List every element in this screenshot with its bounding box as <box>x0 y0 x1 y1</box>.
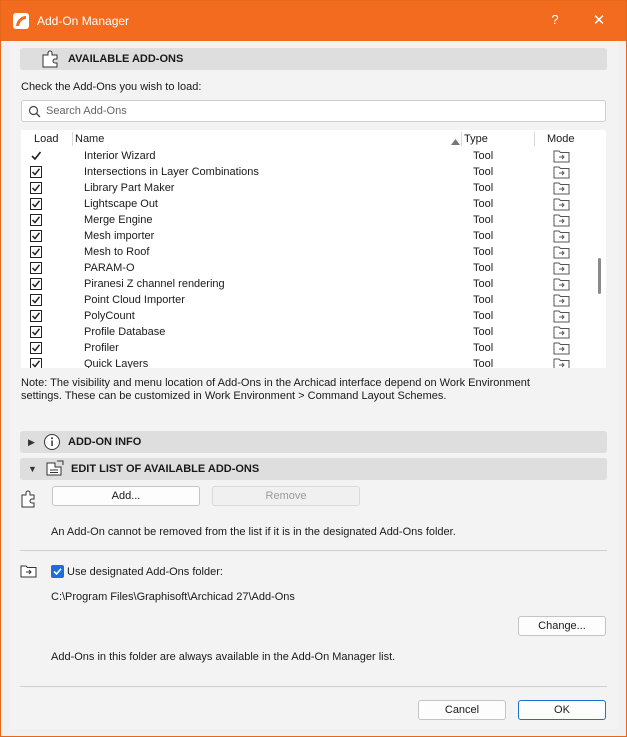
load-checkbox[interactable] <box>30 198 42 210</box>
addon-name: Library Part Maker <box>84 182 175 194</box>
table-row[interactable] <box>21 228 591 244</box>
chevron-right-icon: ▶ <box>28 437 35 447</box>
folder-note-text: Add-Ons in this folder are always available in the Add-On Manager list. <box>51 651 396 663</box>
ok-button[interactable]: OK <box>518 700 606 720</box>
load-checkbox[interactable] <box>30 358 42 368</box>
addon-type: Tool <box>473 230 494 242</box>
load-checkbox[interactable] <box>30 214 42 226</box>
addon-name: Profile Database <box>84 326 166 338</box>
addon-name: Lightscape Out <box>84 198 158 210</box>
column-header-load[interactable]: Load <box>34 133 59 145</box>
use-folder-label[interactable]: Use designated Add-Ons folder: <box>67 566 223 578</box>
folder-arrow-icon[interactable] <box>553 357 571 368</box>
column-divider <box>72 132 73 146</box>
info-icon <box>43 433 61 454</box>
table-row[interactable] <box>21 212 591 228</box>
remove-button[interactable]: Remove <box>212 486 360 506</box>
sort-ascending-icon <box>451 136 460 148</box>
section-header-edit-list[interactable] <box>20 458 607 480</box>
addon-type: Tool <box>473 166 494 178</box>
change-button[interactable]: Change... <box>518 616 606 636</box>
table-scrollbar[interactable] <box>593 130 606 368</box>
table-row[interactable] <box>21 260 591 276</box>
addon-name: Mesh to Roof <box>84 246 150 258</box>
table-row[interactable] <box>21 292 591 308</box>
addon-name: Quick Layers <box>84 358 149 368</box>
load-checkbox[interactable] <box>30 310 42 322</box>
column-divider <box>534 132 535 146</box>
search-box[interactable] <box>21 100 606 122</box>
addon-name: Profiler <box>84 342 119 354</box>
archicad-logo-icon <box>13 13 29 29</box>
separator <box>20 550 607 551</box>
section-title: EDIT LIST OF AVAILABLE ADD-ONS <box>71 463 260 475</box>
table-row[interactable] <box>21 244 591 260</box>
column-header-type[interactable]: Type <box>464 133 488 145</box>
title-bar <box>1 1 626 41</box>
addon-type: Tool <box>473 182 494 194</box>
addon-type: Tool <box>473 214 494 226</box>
table-row[interactable] <box>21 324 591 340</box>
note-text-line-2: settings. These can be customized in Work Environment > Command Layout Schemes. <box>21 390 447 402</box>
addon-type: Tool <box>473 310 494 322</box>
load-checkbox[interactable] <box>30 326 42 338</box>
column-header-mode[interactable]: Mode <box>547 133 575 145</box>
addon-type: Tool <box>473 326 494 338</box>
add-button[interactable]: Add... <box>52 486 200 506</box>
column-divider <box>461 132 462 146</box>
table-row[interactable] <box>21 148 591 164</box>
table-row[interactable] <box>21 196 591 212</box>
addon-type: Tool <box>473 150 494 162</box>
section-header-addon-info[interactable] <box>20 431 607 453</box>
load-checkbox[interactable] <box>30 262 42 274</box>
addon-name: Piranesi Z channel rendering <box>84 278 225 290</box>
separator <box>20 686 607 687</box>
addon-name: Point Cloud Importer <box>84 294 185 306</box>
folder-path-text: C:\Program Files\Graphisoft\Archicad 27\Add-Ons <box>51 591 295 603</box>
scrollbar-thumb[interactable] <box>598 258 601 294</box>
addon-name: Interior Wizard <box>84 150 156 162</box>
table-header <box>21 130 591 148</box>
column-header-name[interactable]: Name <box>75 133 105 145</box>
load-checkmark-icon[interactable] <box>30 150 42 162</box>
addon-type: Tool <box>473 358 494 368</box>
table-row[interactable] <box>21 164 591 180</box>
section-header-available <box>20 48 607 70</box>
addon-type: Tool <box>473 294 494 306</box>
load-checkbox[interactable] <box>30 278 42 290</box>
addon-name: PARAM-O <box>84 262 135 274</box>
close-button[interactable]: ✕ <box>592 12 606 29</box>
table-row[interactable] <box>21 180 591 196</box>
puzzle-icon <box>20 490 40 511</box>
use-folder-checkbox[interactable] <box>51 565 64 578</box>
addon-type: Tool <box>473 278 494 290</box>
window-title: Add-On Manager <box>37 14 130 28</box>
addon-type: Tool <box>473 262 494 274</box>
table-row[interactable] <box>21 276 591 292</box>
load-checkbox[interactable] <box>30 166 42 178</box>
folder-arrow-icon <box>20 563 38 582</box>
puzzle-icon <box>40 50 62 71</box>
load-checkbox[interactable] <box>30 342 42 354</box>
dialog-body <box>10 41 619 729</box>
chevron-down-icon: ▼ <box>28 464 37 474</box>
addon-name: Mesh importer <box>84 230 155 242</box>
load-checkbox[interactable] <box>30 182 42 194</box>
addon-name: PolyCount <box>84 310 135 322</box>
addon-type: Tool <box>473 246 494 258</box>
addon-name: Intersections in Layer Combinations <box>84 166 259 178</box>
edit-list-icon <box>42 459 66 482</box>
addon-type: Tool <box>473 342 494 354</box>
load-checkbox[interactable] <box>30 230 42 242</box>
addon-type: Tool <box>473 198 494 210</box>
cancel-button[interactable]: Cancel <box>418 700 506 720</box>
section-title: ADD-ON INFO <box>68 436 142 448</box>
note-text-line-1: Note: The visibility and menu location of Add-Ons in the Archicad interface depend on Work Environment <box>21 377 530 389</box>
table-row[interactable] <box>21 308 591 324</box>
instruction-text: Check the Add-Ons you wish to load: <box>21 81 202 93</box>
table-row[interactable] <box>21 356 591 368</box>
help-button[interactable]: ? <box>551 12 559 27</box>
search-icon <box>28 105 41 121</box>
search-input[interactable] <box>44 103 594 119</box>
table-row[interactable] <box>21 340 591 356</box>
add-ons-table <box>21 130 606 368</box>
section-title: AVAILABLE ADD-ONS <box>68 53 184 65</box>
addon-name: Merge Engine <box>84 214 153 226</box>
load-checkbox[interactable] <box>30 294 42 306</box>
load-checkbox[interactable] <box>30 246 42 258</box>
remove-note-text: An Add-On cannot be removed from the list if it is in the designated Add-Ons folder. <box>51 526 456 538</box>
